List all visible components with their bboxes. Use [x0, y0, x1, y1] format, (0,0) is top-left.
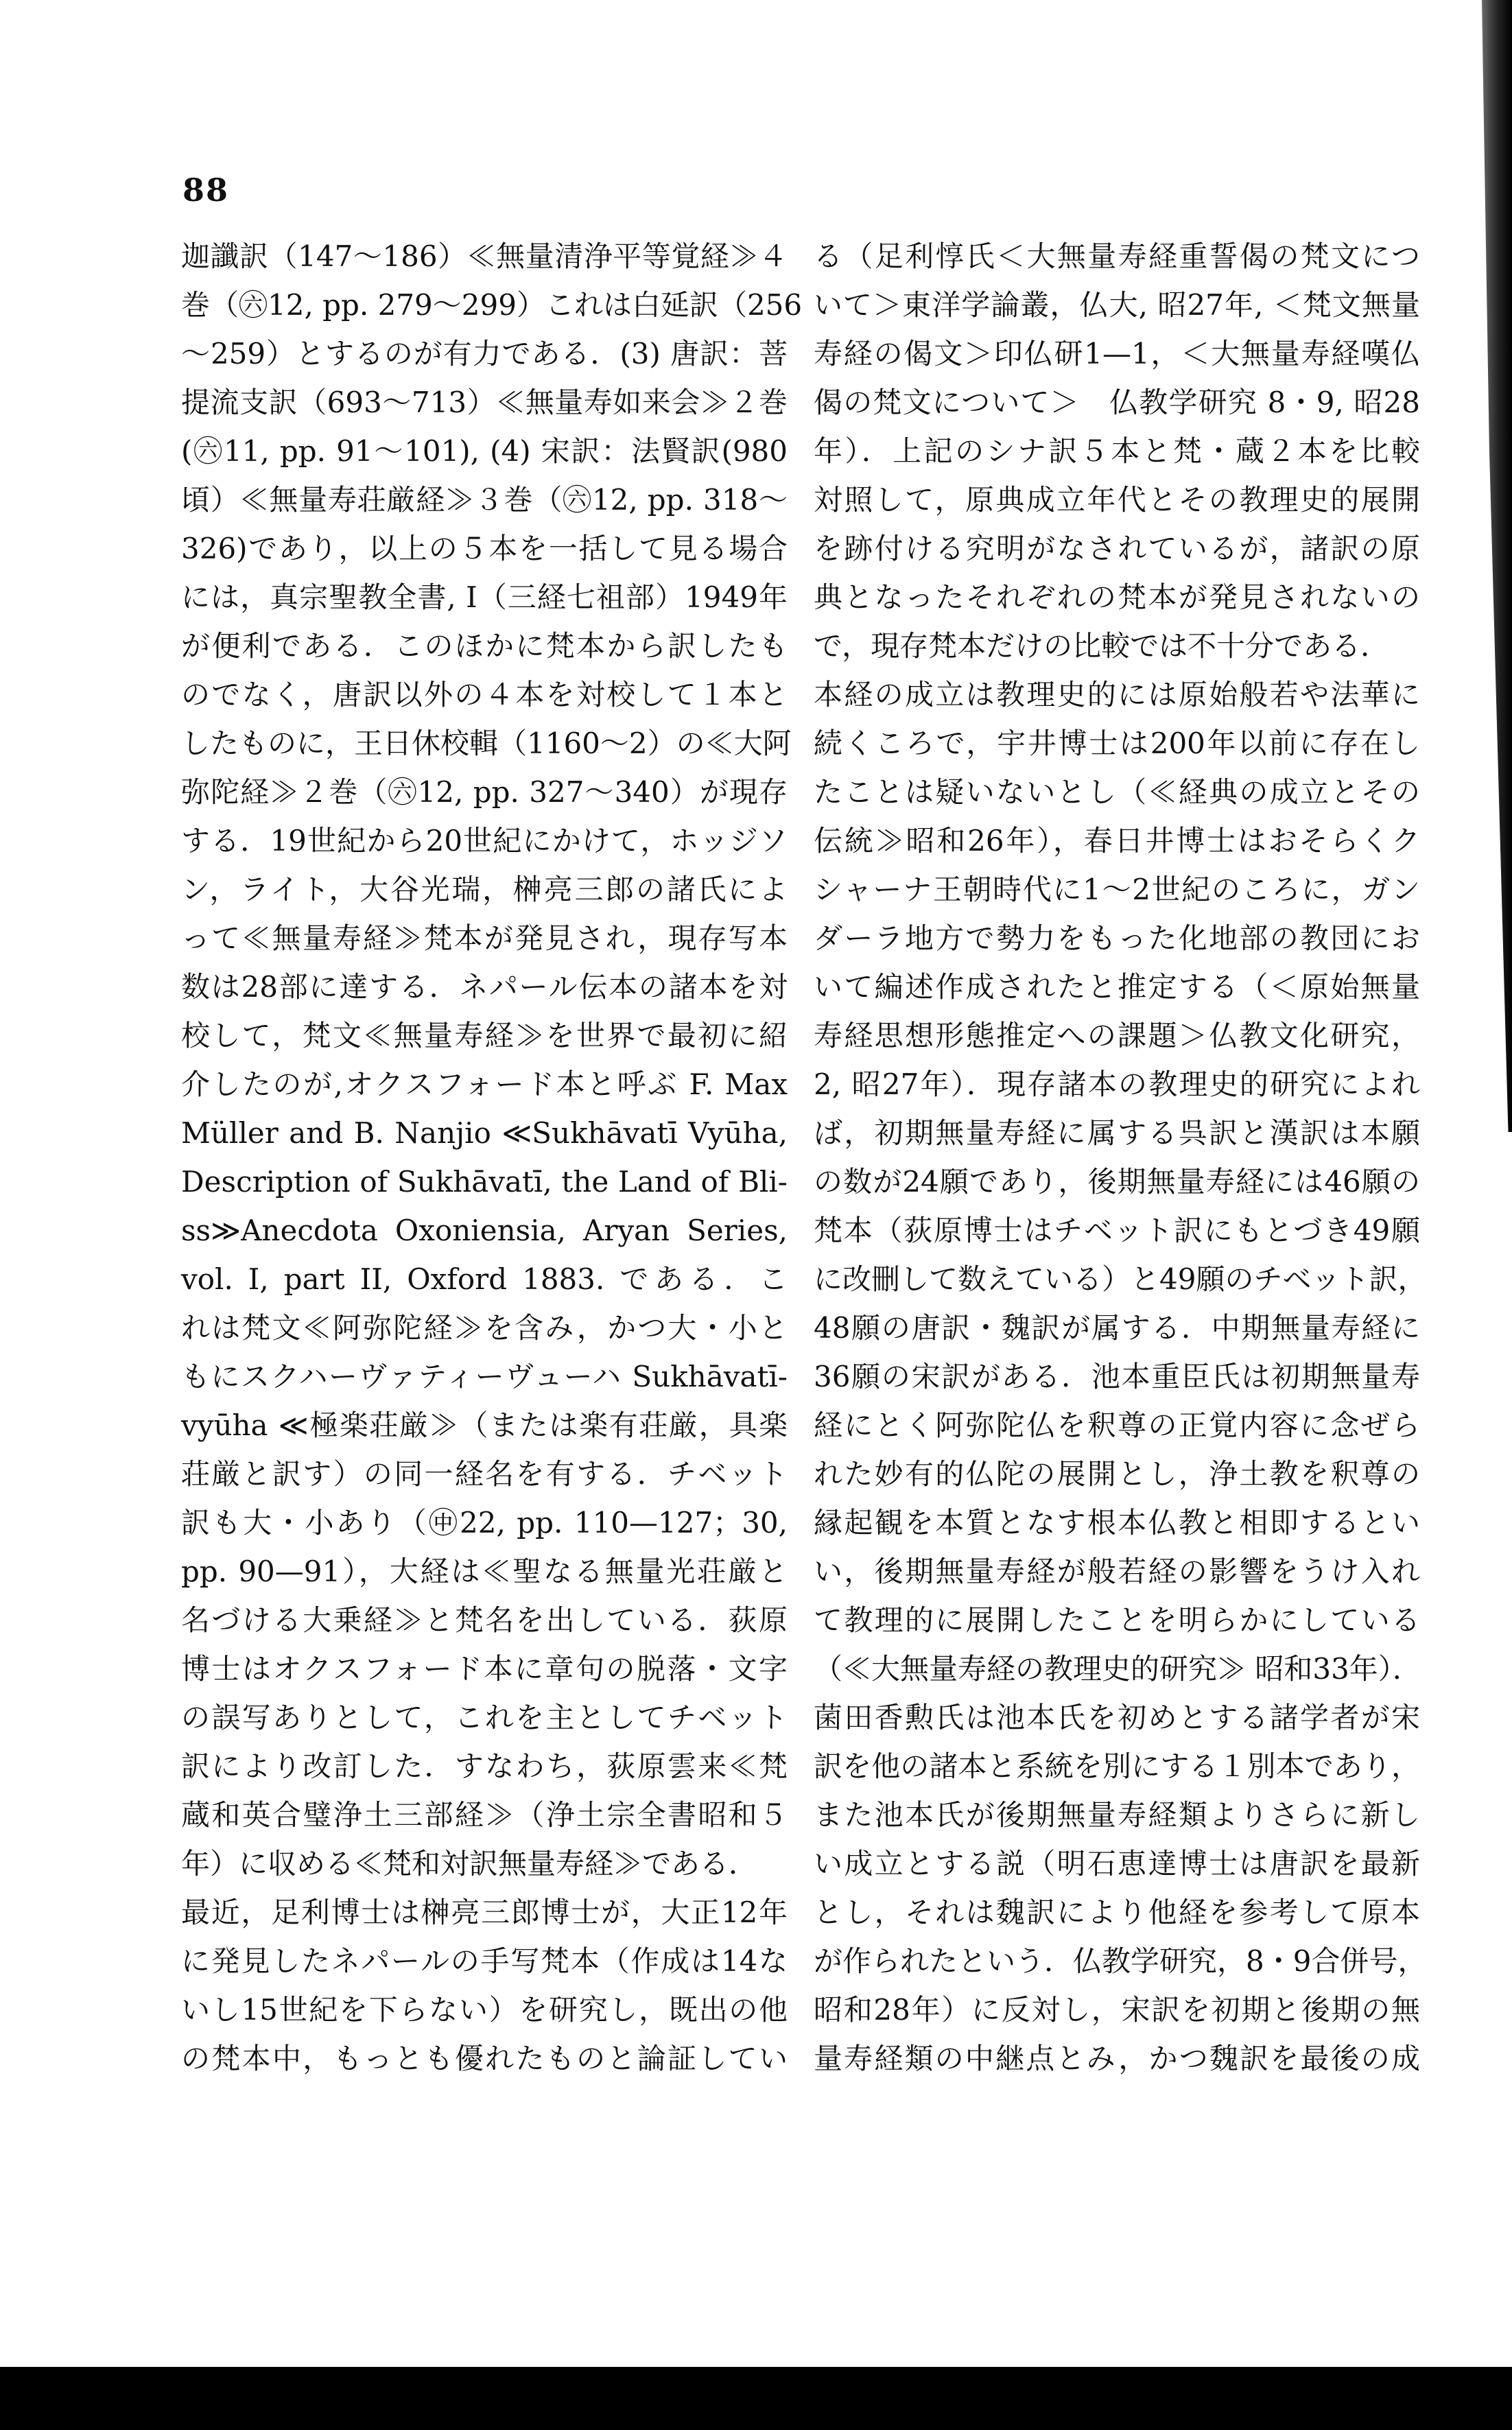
- text-line: 頃）≪無量寿荘厳経≫３巻（㊅12, pp. 318～: [181, 483, 788, 517]
- text-line: で，現存梵本だけの比較では不十分である．: [814, 629, 1390, 663]
- text-line: のでなく，唐訳以外の４本を対校して１本と: [181, 678, 788, 711]
- text-line: ダーラ地方で勢力をもった化地部の教団にお: [814, 921, 1420, 955]
- text-line: 梵本（荻原博士はチベット訳にもとづき49願: [814, 1214, 1420, 1247]
- text-line: ～259）とするのが有力である．(3) 唐訳：菩: [181, 337, 788, 370]
- text-line: 巻（㊅12, pp. 279～299）これは白延訳（256: [181, 288, 803, 322]
- text-line: する．19世紀から20世紀にかけて，ホッジソ: [181, 824, 788, 858]
- text-line: (㊅11, pp. 91～101), (4) 宋訳：法賢訳(980: [181, 434, 788, 468]
- text-line: いて編述作成されたと推定する（＜原始無量: [814, 970, 1420, 1004]
- text-line: 本経の成立は教理史的には原始般若や法華に: [814, 678, 1420, 711]
- text-line: 荘厳と訳す）の同一経名を有する．チベット: [181, 1457, 788, 1491]
- text-line: る（足利惇氏＜大無量寿経重誓偈の梵文につ: [814, 239, 1420, 273]
- right-text-column: [814, 232, 1427, 2083]
- text-line: 年）．上記のシナ訳５本と梵・蔵２本を比較: [814, 434, 1420, 468]
- text-line: 対照して，原典成立年代とその教理史的展開: [814, 483, 1420, 517]
- text-line: には，真宗聖教全書, I（三経七祖部）1949年: [181, 580, 788, 614]
- text-line: 寿経思想形態推定への課題＞仏教文化研究，: [814, 1019, 1420, 1052]
- text-line: 名づける大乗経≫と梵名を出している．荻原: [181, 1603, 788, 1637]
- text-line: 寿経の偈文＞印仏研1—1，＜大無量寿経嘆仏: [814, 337, 1420, 370]
- text-line: て教理的に展開したことを明らかにしている: [814, 1603, 1420, 1637]
- text-line: 偈の梵文について＞ 仏教学研究 8・9, 昭28: [814, 386, 1420, 419]
- text-line: 2, 昭27年）．現存諸本の教理史的研究によれ: [814, 1067, 1420, 1101]
- text-line: 経にとく阿弥陀仏を釈尊の正覚内容に念ぜら: [814, 1408, 1420, 1442]
- text-line: 弥陀経≫２巻（㊅12, pp. 327～340）が現存: [181, 775, 788, 809]
- text-line: 36願の宋訳がある．池本重臣氏は初期無量寿: [814, 1360, 1420, 1393]
- text-line: 最近，足利博士は榊亮三郎博士が，大正12年: [181, 1896, 788, 1929]
- text-line: Müller and B. Nanjio ≪Sukhāvatī Vyūha,: [181, 1116, 788, 1150]
- text-line: （≪大無量寿経の教理史的研究≫ 昭和33年）．: [814, 1652, 1421, 1686]
- text-line: シャーナ王朝時代に1～2世紀のころに，ガン: [814, 873, 1420, 906]
- text-line: したものに，王日休校輯（1160～2）の≪大阿: [181, 727, 792, 760]
- text-line: を跡付ける究明がなされているが，諸訳の原: [814, 532, 1420, 565]
- text-line: れた妙有的仏陀の展開とし，浄土教を釈尊の: [814, 1457, 1420, 1491]
- text-line: いし15世紀を下らない）を研究し，既出の他: [181, 1993, 788, 2027]
- text-line: 菌田香勲氏は池本氏を初めとする諸学者が宋: [814, 1701, 1420, 1734]
- text-line: 続くころで，宇井博士は200年以前に存在し: [814, 727, 1420, 760]
- page-number: 88: [182, 172, 230, 209]
- text-line: 伝統≫昭和26年），春日井博士はおそらくク: [814, 824, 1420, 858]
- text-line: い成立とする説（明石恵達博士は唐訳を最新: [814, 1847, 1420, 1880]
- text-line: 訳を他の諸本と系統を別にする１別本であり，: [814, 1749, 1420, 1783]
- text-line: 校して，梵文≪無量寿経≫を世界で最初に紹: [181, 1019, 788, 1052]
- text-line: pp. 90—91），大経は≪聖なる無量光荘厳と: [181, 1555, 788, 1588]
- text-line: ば，初期無量寿経に属する呉訳と漢訳は本願: [814, 1116, 1420, 1150]
- text-line: が作られたという．仏教学研究，8・9合併号，: [814, 1944, 1427, 1978]
- text-line: が便利である．このほかに梵本から訳したも: [181, 629, 788, 663]
- text-line: 提流支訳（693～713）≪無量寿如来会≫２巻: [181, 386, 788, 419]
- text-line: 訳により改訂した．すなわち，荻原雲来≪梵: [181, 1749, 788, 1783]
- text-line: たことは疑いないとし（≪経典の成立とその: [814, 775, 1420, 809]
- text-line: とし，それは魏訳により他経を参考して原本: [814, 1896, 1420, 1929]
- text-line: 48願の唐訳・魏訳が属する．中期無量寿経に: [814, 1311, 1420, 1345]
- text-line: 典となったそれぞれの梵本が発見されないの: [814, 580, 1420, 614]
- text-line: 縁起観を本質となす根本仏教と相即するとい: [814, 1506, 1420, 1540]
- text-line: 昭和28年）に反対し，宋訳を初期と後期の無: [814, 1993, 1420, 2027]
- text-line: い，後期無量寿経が般若経の影響をうけ入れ: [814, 1555, 1420, 1588]
- text-line: Description of Sukhāvatī, the Land of Bli-: [181, 1165, 788, 1199]
- text-line: 介したのが,オクスフォード本と呼ぶ F. Max: [181, 1067, 788, 1101]
- text-line: の梵本中，もっとも優れたものと論証してい: [181, 2042, 788, 2075]
- text-line: って≪無量寿経≫梵本が発見され，現存写本: [181, 921, 788, 955]
- text-line: 蔵和英合璧浄土三部経≫（浄土宗全書昭和５: [181, 1798, 788, 1832]
- text-line: 数は28部に達する．ネパール伝本の諸本を対: [181, 970, 788, 1004]
- text-line: ss≫Anecdota Oxoniensia, Aryan Series,: [181, 1214, 788, 1247]
- text-line: vol. I, part II, Oxford 1883. である．こ: [181, 1262, 788, 1296]
- left-text-column: [181, 232, 803, 2083]
- text-line: 博士はオクスフォード本に章句の脱落・文字: [181, 1652, 788, 1686]
- text-line: また池本氏が後期無量寿経類よりさらに新し: [814, 1798, 1420, 1832]
- text-line: 326)であり，以上の５本を一括して見る場合: [181, 532, 788, 565]
- text-line: vyūha ≪極楽荘厳≫（または楽有荘厳，具楽: [181, 1408, 788, 1442]
- text-line: 訳も大・小あり（㊥22, pp. 110—127；30,: [181, 1506, 788, 1540]
- text-line: もにスクハーヴァティーヴューハ Sukhāvatī-: [181, 1360, 788, 1393]
- scan-edge-shadow: [1437, 0, 1512, 1132]
- text-line: 量寿経類の中継点とみ，かつ魏訳を最後の成: [814, 2042, 1420, 2075]
- text-line: ン，ライト，大谷光瑞，榊亮三郎の諸氏によ: [181, 873, 788, 906]
- scan-bottom-border: [0, 2367, 1512, 2430]
- text-line: に改刪して数えている）と49願のチベット訳，: [814, 1262, 1427, 1296]
- text-line: に発見したネパールの手写梵本（作成は14な: [181, 1944, 788, 1978]
- text-line: 年）に収める≪梵和対訳無量寿経≫である．: [181, 1847, 758, 1880]
- text-line: の誤写ありとして，これを主としてチベット: [181, 1701, 788, 1734]
- text-line: の数が24願であり，後期無量寿経には46願の: [814, 1165, 1420, 1199]
- text-line: 迦讖訳（147～186）≪無量清浄平等覚経≫４: [181, 239, 788, 273]
- text-line: いて＞東洋学論叢，仏大, 昭27年, ＜梵文無量: [814, 288, 1420, 322]
- text-line: れは梵文≪阿弥陀経≫を含み，かつ大・小と: [181, 1311, 788, 1345]
